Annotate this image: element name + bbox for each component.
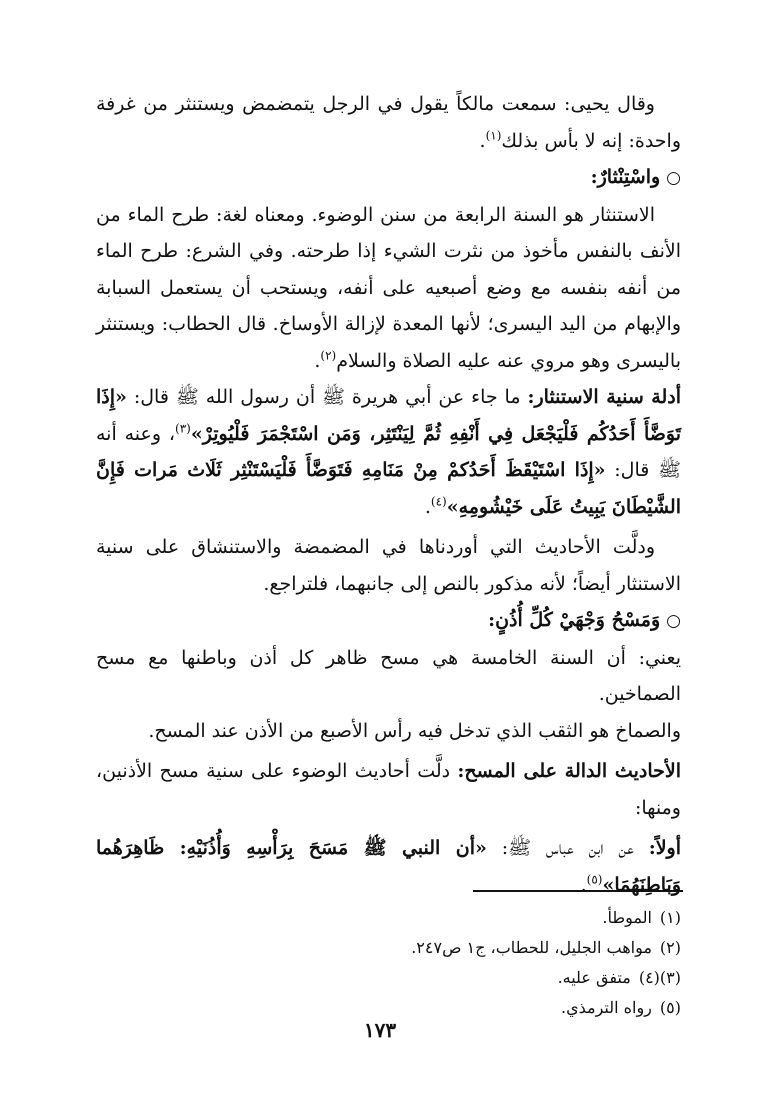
evidence-heading: الأحاديث الدالة على المسح: [457, 760, 681, 782]
paragraph-text: الاستنثار هو السنة الرابعة من سنن الوضوء. ومعناه لغة: طرح الماء من الأنف بالنفس مأخوذ من نثرت الشيء إذا طرحته. وفي الشرع: طرح الماء من أنفه بنفسه مع وضع أصبعيه على أنفه، ويستحب أن يستعمل السبابة والإبهام من اليد اليسرى؛ لأنها المعدة لإزالة الأوساخ. قال الحطاب: ويستنثر باليسرى وهو مروي عنه عليه الصلاة والسلام [96, 203, 681, 372]
footnote-ref[interactable]: (٣) [175, 421, 191, 436]
footnote-number: (٢) [659, 938, 681, 957]
hadith-text: «إِذَا اسْتَيْقَظَ أَحَدُكمْ مِنْ مَنَامِهِ فَتَوَضَّأَ فَلْيَسْتَنْثِر ثَلَاث مَرات فَإِنَّ الشَّيْطَانَ يَبِيتُ عَلَى خَيْشُومِهِ» [96, 459, 681, 518]
paragraph-text: ، وعنه أنه ﷺ قال: [96, 422, 681, 481]
footnote-ref[interactable]: (١) [485, 128, 502, 143]
main-text [96, 86, 681, 903]
enumeration-label: أولاً: [648, 837, 681, 859]
paragraph-text: دلَّت أحاديث الوضوء على سنية مسح الأذنين، ومنها: [96, 760, 681, 819]
paragraph-text: يعني: أن السنة الخامسة هي مسح ظاهر كل أذن وباطنها مع مسح الصماخين. [96, 646, 681, 705]
footnote-number: (٥) [659, 998, 681, 1017]
footnote-text: مواهب الجليل، للحطاب، ج١ ص٢٤٧. [411, 938, 652, 957]
paragraph-evidence [96, 379, 681, 525]
paragraph-yahya [96, 86, 681, 159]
footnote-number: (٣)(٤) [638, 968, 681, 987]
punctuation: . [479, 129, 486, 152]
footnote-ref[interactable]: (٤) [430, 494, 447, 509]
paragraph-text: ما جاء عن أبي هريرة ﷺ أن رسول الله ﷺ قال: [126, 386, 528, 408]
footnote-ref[interactable]: (٢) [320, 348, 337, 363]
footnote-item [96, 963, 681, 993]
circle-bullet-icon: ○ [666, 611, 681, 631]
evidence-heading: أدلة سنية الاستنثار: [527, 386, 681, 408]
punctuation: . [424, 495, 431, 518]
heading-text: واسْتِنْثارٌ: [590, 166, 661, 188]
punctuation: . [314, 349, 321, 372]
footnote-item [96, 933, 681, 963]
paragraph-text: والصماخ هو الثقب الذي تدخل فيه رأس الأصبع من الأذن عند المسح. [148, 719, 681, 742]
punctuation: . [580, 873, 587, 896]
paragraph-definition [96, 197, 681, 380]
footnotes [96, 903, 681, 1023]
paragraph-meaning [96, 640, 681, 713]
hadith-text: «أن النبي ﷺ مَسَحَ بِرَأْسِهِ وَأُذُنَيْهِ: ظَاهِرَهُما وَبَاطِنَهُمَا» [96, 837, 681, 896]
hadith-text: «إِذَا تَوَضَّأَ أَحَدُكُم فَلْيَجْعَل فِي أَنْفِهِ ثُمَّ لِيَنْتَثِر، وَمَن اسْتَجْمَرَ فَلْيُوتِرْ» [96, 386, 681, 445]
paragraph-ear-hadiths [96, 753, 681, 826]
footnote-text: الموطأ. [602, 908, 652, 927]
paragraph-text: ودلَّت الأحاديث التي أوردناها في المضمضة والاستنشاق على سنية الاستنثار أيضاً؛ لأنه مذكور بالنص إلى جانبهما، فلتراجع. [96, 536, 681, 595]
paragraph-simakh [96, 713, 681, 750]
section-heading-ears [96, 602, 681, 640]
paragraph-first [96, 830, 681, 903]
section-heading-istinthar [96, 159, 681, 197]
paragraph-hadiths-note [96, 529, 681, 602]
footnote-text: متفق عليه. [557, 968, 631, 987]
footnote-text: رواه الترمذي. [560, 998, 652, 1017]
paragraph-text: عن ابن عباس ﷺ: [486, 837, 649, 859]
circle-bullet-icon: ○ [666, 168, 681, 188]
footnote-item [96, 903, 681, 933]
page-number: ١٧٣ [363, 1018, 397, 1042]
footnote-ref[interactable]: (٥) [586, 872, 603, 887]
paragraph-text: وقال يحيى: سمعت مالكاً يقول في الرجل يتمضمض ويستنثر من غرفة واحدة: إنه لا بأس بذلك [96, 93, 681, 152]
footnote-number: (١) [659, 908, 681, 927]
footnote-divider [473, 890, 683, 892]
heading-text: وَمَسْحُ وَجْهَيْ كُلِّ أُذُنٍ: [488, 609, 661, 631]
